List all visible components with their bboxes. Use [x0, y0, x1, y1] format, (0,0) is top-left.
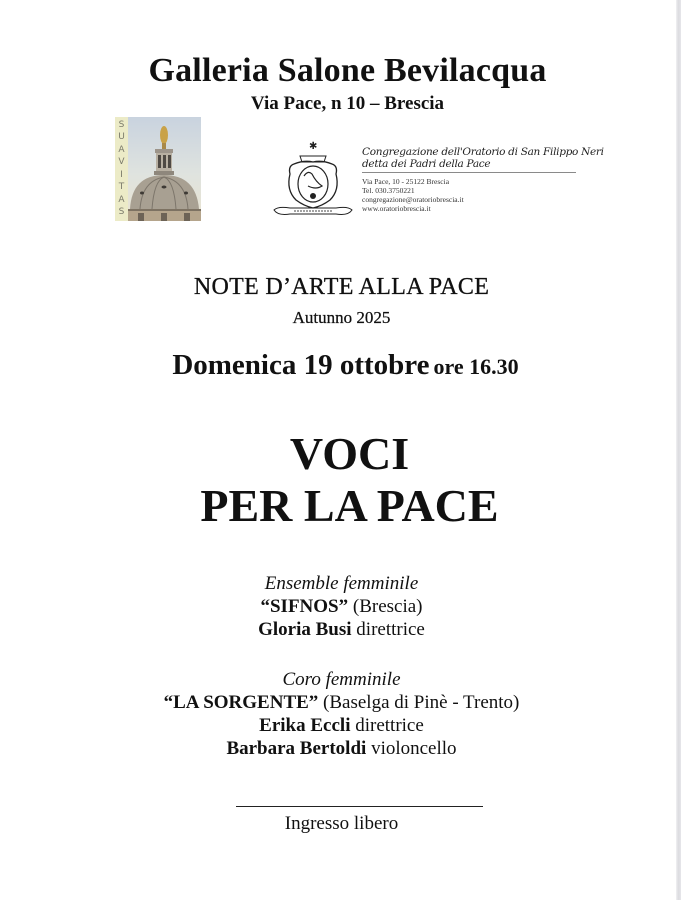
- suavitas-letter: S: [118, 207, 125, 218]
- event-title: [8, 428, 683, 532]
- svg-text:✱: ✱: [309, 141, 318, 152]
- congregazione-website: www.oratoriobrescia.it: [362, 204, 431, 213]
- performer-name: “SIFNOS”: [260, 596, 349, 617]
- event-title-line1: VOCI: [289, 428, 410, 479]
- event-series: NOTE D’ARTE ALLA PACE: [193, 274, 490, 300]
- congregazione-title: Congregazione dell'Oratorio di San Filippo Neri: [362, 146, 604, 158]
- performer-name: “LA SORGENTE”: [163, 692, 319, 713]
- performer-person: [0, 618, 683, 641]
- venue-address: Via Pace, n 10 – Brescia: [250, 93, 445, 114]
- person-role: direttrice: [355, 715, 424, 736]
- oratorio-crest: [270, 140, 356, 223]
- performer-origin: (Brescia): [352, 596, 423, 617]
- performer-type: Coro femminile: [282, 669, 401, 690]
- congregazione-email: congregazione@oratoriobrescia.it: [362, 195, 464, 204]
- oratorio-crest-icon: [270, 140, 356, 218]
- suavitas-letter: V: [118, 157, 125, 168]
- suavitas-letter-strip: [115, 117, 128, 221]
- suavitas-letter: S: [118, 119, 125, 130]
- letterhead-divider: [362, 172, 576, 173]
- performer-person: [0, 714, 683, 737]
- dome-image-icon: [128, 117, 201, 221]
- performer-name-line: [0, 595, 683, 618]
- event-season: Autunno 2025: [292, 308, 391, 327]
- person-name: Barbara Bertoldi: [226, 738, 367, 759]
- performer-group: [0, 668, 683, 760]
- suavitas-letter: A: [118, 144, 125, 155]
- suavitas-letter: U: [118, 132, 125, 143]
- spacer: [0, 641, 683, 668]
- event-datetime: [4, 346, 683, 389]
- suavitas-letter: T: [118, 182, 125, 193]
- performer-type: Ensemble femminile: [264, 573, 419, 594]
- event-date: Domenica 19 ottobre: [172, 349, 430, 381]
- person-role: violoncello: [371, 738, 457, 759]
- event-title-line2: PER LA PACE: [200, 480, 499, 531]
- event-time: ore 16.30: [433, 354, 519, 379]
- performer-group: [0, 572, 683, 641]
- suavitas-logo: [115, 117, 201, 221]
- congregazione-subtitle: detta dei Padri della Pace: [362, 158, 491, 170]
- suavitas-letter: I: [120, 169, 123, 180]
- suavitas-letter: A: [118, 194, 125, 205]
- venue-title: Galleria Salone Bevilacqua: [148, 52, 547, 89]
- congregazione-letterhead: [362, 146, 604, 213]
- person-name: Erika Eccli: [259, 715, 351, 736]
- performers-list: [0, 572, 683, 760]
- performer-person: [0, 737, 683, 760]
- admission-note: Ingresso libero: [284, 813, 399, 834]
- person-name: Gloria Busi: [258, 619, 352, 640]
- congregazione-address: Via Pace, 10 - 25122 Brescia: [362, 177, 450, 186]
- footer-divider: [236, 806, 483, 807]
- performer-origin: (Baselga di Pinè - Trento): [323, 692, 520, 713]
- person-role: direttrice: [356, 619, 425, 640]
- performer-name-line: [0, 691, 683, 714]
- congregazione-phone: Tel. 030.3750221: [362, 186, 415, 195]
